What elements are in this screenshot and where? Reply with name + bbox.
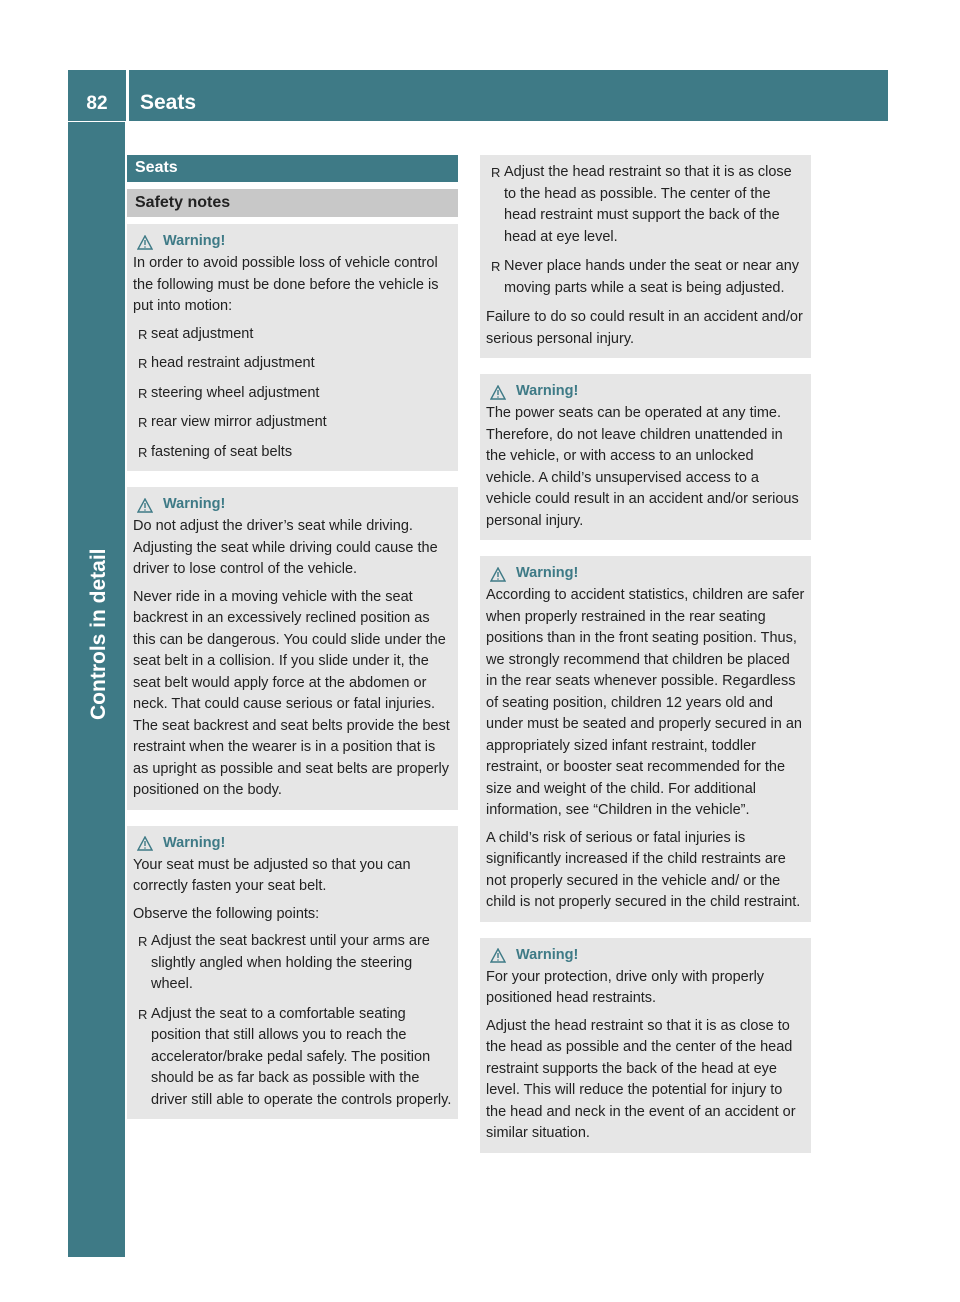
warning-box <box>480 556 811 922</box>
warning-title <box>137 494 452 516</box>
warning-title <box>137 231 452 253</box>
warning-box-continued <box>480 155 811 358</box>
warning-title <box>490 945 805 967</box>
warning-text: The power seats can be operated at any time. Therefore, do not leave children unattended in the vehicle, or with access to an unlocked vehicle. A child’s unsupervised access to a vehicle could result in an accident and/or serious personal injury. <box>486 405 799 529</box>
warning-text: In order to avoid possible loss of vehicle control the following must be done before the vehicle is put into motion: <box>133 255 439 314</box>
warning-text: Never ride in a moving vehicle with the seat backrest in an excessively reclined position as this can be dangerous. You could slide under the seat belt in a collision. If you slide under it, the seat belt would apply force at the abdomen or neck. That could cause serious or fatal injuries. The seat backrest and seat belts provide the best restraint when the wearer is in a position that is as upright as possible and seat belts are properly positioned on the body. <box>133 588 450 798</box>
section-heading: Seats <box>127 155 458 182</box>
warning-triangle-icon <box>490 948 506 963</box>
header-divider <box>126 70 129 121</box>
warning-text: According to accident statistics, children are safer when properly restrained in the rear seating positions than in the front seating position. Thus, we strongly recommend that children be placed in the rear seats whenever possible. Regardless of seating position, children 12 years old and under must be seated and properly secured in an appropriately sized infant restraint, toddler restraint, or booster seat recommended for the size and weight of the child. For additional information, see “Children in the vehicle”. <box>486 587 805 818</box>
list-item: R Adjust the seat to a comfortable seating position that still allows you to reach the accelerator/brake pedal safely. The position should be as far back as possible with the driver still able to operate the controls properly. <box>133 1004 452 1112</box>
warning-title <box>137 833 452 855</box>
warning-triangle-icon <box>137 498 153 513</box>
page-number: 82 <box>86 93 108 114</box>
warning-text: For your protection, drive only with properly positioned head restraints. <box>486 968 765 1006</box>
warning-label: Warning! <box>516 946 579 963</box>
warning-triangle-icon <box>490 567 506 582</box>
list-item: R seat adjustment <box>133 324 452 346</box>
warning-text: A child’s risk of serious or fatal injuries is significantly increased if the child restraints are not properly secured in the vehicle and/ or the child is not properly secured in the child restraint. <box>486 829 801 910</box>
warning-text: Do not adjust the driver’s seat while driving. Adjusting the seat while driving could cause the driver to lose control of the vehicle. <box>133 518 438 577</box>
warning-text: Failure to do so could result in an accident and/or serious personal injury. <box>486 309 803 347</box>
list-item: R head restraint adjustment <box>133 353 452 375</box>
list-item: R rear view mirror adjustment <box>133 412 452 434</box>
list-item: R Adjust the seat backrest until your arms are slightly angled when holding the steering wheel. <box>133 931 452 996</box>
sub-heading: Safety notes <box>127 189 458 217</box>
warning-triangle-icon <box>137 836 153 851</box>
warning-label: Warning! <box>163 496 226 513</box>
warning-text: Observe the following points: <box>133 905 320 922</box>
warning-title <box>490 563 805 585</box>
list-item: R Never place hands under the seat or near any moving parts while a seat is being adjusted. <box>486 256 805 299</box>
list-item: R Adjust the head restraint so that it is as close to the head as possible. The center of the head restraint must support the back of the head at eye level. <box>486 162 805 248</box>
warning-box <box>127 826 458 1120</box>
warning-label: Warning! <box>163 233 226 250</box>
list-item: R steering wheel adjustment <box>133 383 452 405</box>
list-item: R fastening of seat belts <box>133 442 452 464</box>
warning-box <box>127 487 458 810</box>
left-column <box>127 155 458 1135</box>
side-tab-label: Controls in detail <box>87 548 110 720</box>
warning-box <box>480 374 811 540</box>
page-title: Seats <box>140 91 197 114</box>
warning-label: Warning! <box>516 565 579 582</box>
warning-box <box>480 938 811 1153</box>
warning-label: Warning! <box>163 834 226 851</box>
warning-triangle-icon <box>490 385 506 400</box>
warning-title <box>490 381 805 403</box>
right-column <box>480 155 811 1169</box>
warning-label: Warning! <box>516 383 579 400</box>
warning-box <box>127 224 458 471</box>
warning-text: Your seat must be adjusted so that you can correctly fasten your seat belt. <box>133 856 411 894</box>
warning-text: Adjust the head restraint so that it is as close to the head as possible and the center of the head restraint supports the back of the head at eye level. This will reduce the potential for injury to the head and neck in the event of an accident or similar situation. <box>486 1017 796 1141</box>
warning-triangle-icon <box>137 235 153 250</box>
